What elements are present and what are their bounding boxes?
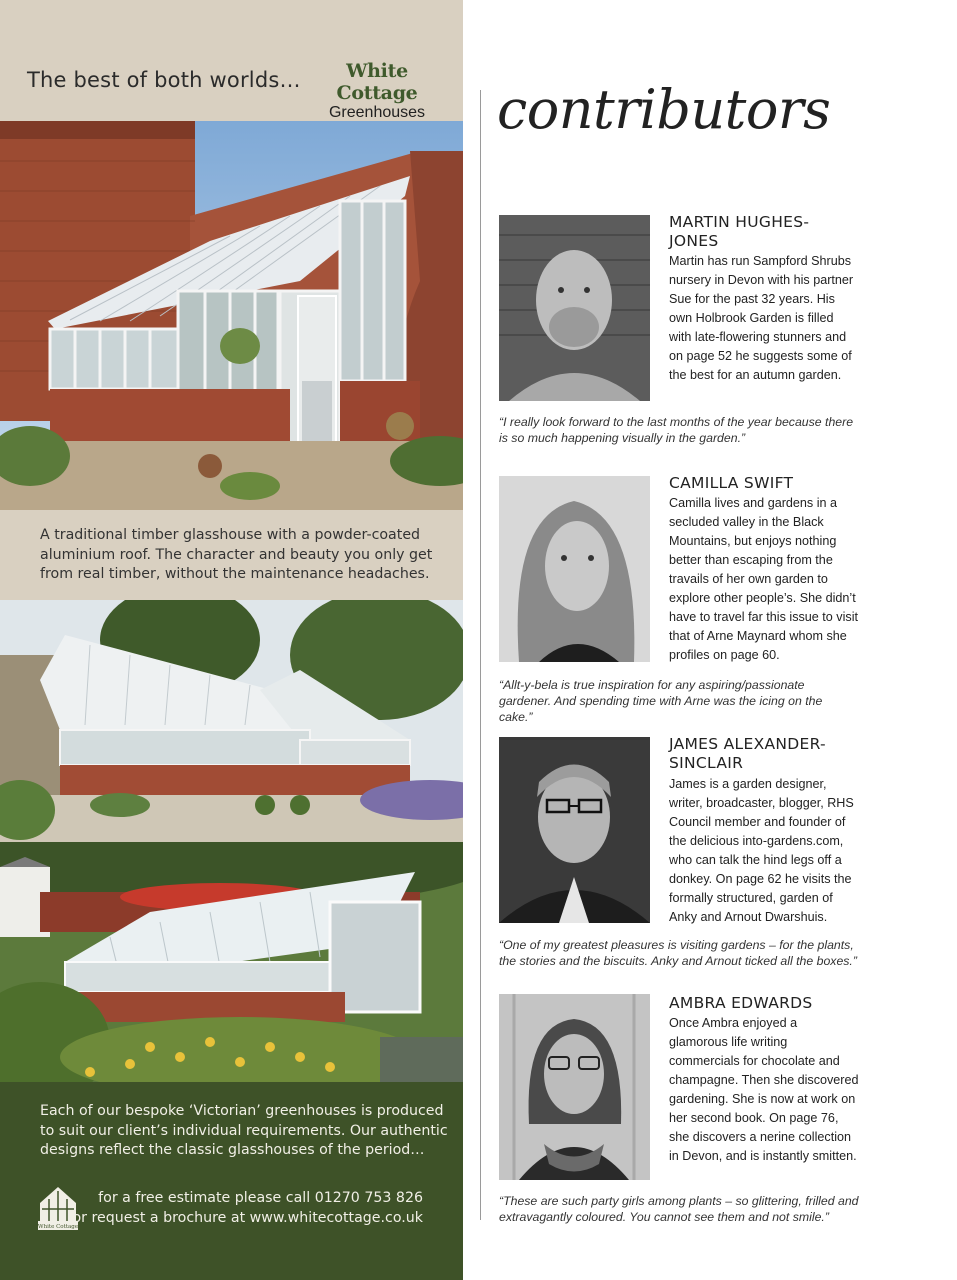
advert-header (0, 0, 463, 121)
contributor-quote: “Allt-y-bela is true inspiration for any aspiring/passionate gardener. And spending time with Arne was the icing on the cake.” (499, 678, 823, 724)
contributor-bio: James is a garden designer, writer, broadcaster, blogger, RHS Council member and founder of the delicious into-gardens.com, who can talk the hind legs off a donkey. On page 62 he visits the formally structured, garden of Anky and Arnout Dwarshuis. (669, 777, 854, 924)
lean-to-greenhouse-photo (0, 121, 463, 510)
contributor-name: CAMILLA SWIFT (669, 474, 794, 492)
contributor-name: MARTIN HUGHES-JONES (669, 213, 810, 250)
greenhouse-advert (0, 0, 463, 1280)
portrait-camilla (499, 476, 650, 662)
contributor-name: JAMES ALEXANDER-SINCLAIR (669, 735, 826, 772)
column-divider (480, 90, 481, 1220)
portrait-james (499, 737, 650, 923)
contributor-quote: “I really look forward to the last months of the year because there is so much happening visually in the garden.” (499, 415, 854, 445)
small-logo-text: White Cottage (38, 1224, 78, 1230)
page-title: contributors (497, 78, 831, 141)
contributor-quote: “These are such party girls among plants – so glittering, frilled and extravagantly coloured. You cannot see them and not smile.” (499, 1194, 859, 1224)
contributor-bio: Martin has run Sampford Shrubs nursery in Devon with his partner Sue for the past 32 years. His own Holbrook Garden is filled with late-flowering stunners and on page 52 he suggests some of the best for an autumn garden. (669, 254, 854, 382)
contact-phone-line: for a free estimate please call 01270 753 826 (98, 1190, 423, 1206)
contributor-name: AMBRA EDWARDS (669, 994, 813, 1012)
logo-line-1: White Cottage (336, 60, 418, 104)
contributor-bio: Camilla lives and gardens in a secluded valley in the Black Mountains, but enjoys nothing better than escaping from the travails of her own garden to explore other people’s. She didn’t have to travel far this issue to visit that of Arne Maynard whom she profiles on page 60. (669, 496, 858, 662)
logo-line-2: Greenhouses (328, 104, 426, 121)
advert-contact (72, 1188, 423, 1228)
contributor-bio: Once Ambra enjoyed a glamorous life writing commercials for chocolate and champagne. Then she discovered gardening. She is now at work on her second book. On page 76, she discovers a nerine collection in Devon, and is instantly smitten. (669, 1016, 859, 1163)
contact-brochure-line: or request a brochure at www.whitecottage.co.uk (72, 1210, 423, 1226)
advert-tagline: The best of both worlds… (27, 68, 301, 92)
white-cottage-logo (312, 60, 442, 122)
advert-caption-victorian: Each of our bespoke ‘Victorian’ greenhouses is produced to suit our client’s individual requirements. Our authentic designs reflect the classic glasshouses of the period… (40, 1103, 448, 1158)
victorian-greenhouse-photo (0, 600, 463, 842)
portrait-martin (499, 215, 650, 401)
flowering-garden-greenhouse-photo (0, 842, 463, 1082)
portrait-ambra (499, 994, 650, 1180)
contributor-quote: “One of my greatest pleasures is visiting gardens – for the plants, the stories and the biscuits. Anky and Arnout ticked all the boxes.” (499, 938, 857, 968)
advert-caption-timber: A traditional timber glasshouse with a powder-coated aluminium roof. The character and beauty you only get from real timber, without the maintenance headaches. (40, 527, 433, 582)
